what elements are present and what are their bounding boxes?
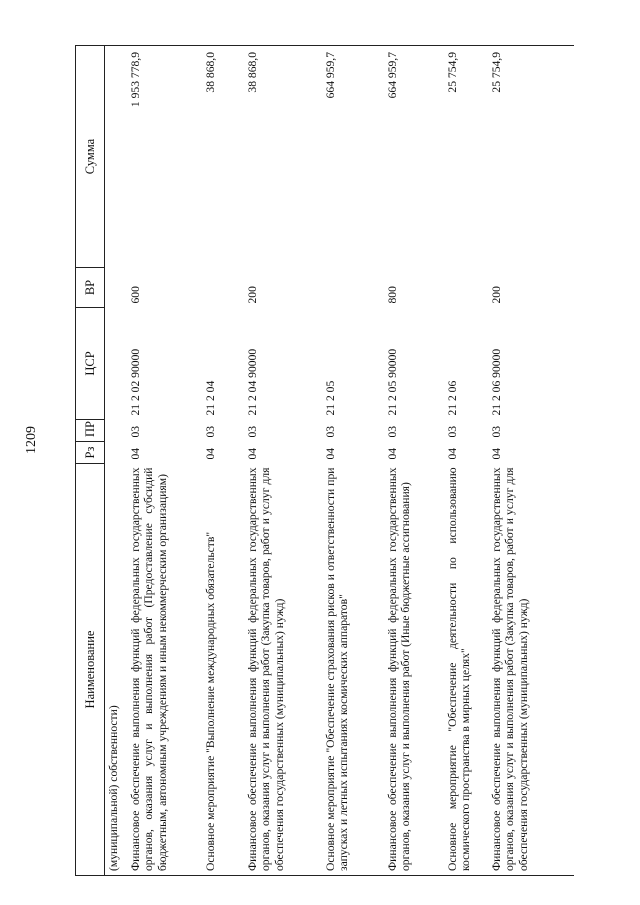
budget-table-rotated [75, 46, 597, 876]
row-vr: 200 [489, 286, 503, 304]
row-rz: 04 [128, 447, 142, 460]
row-csr: 21 2 05 [323, 380, 337, 416]
row-rz: 04 [489, 447, 503, 460]
row-rz [105, 442, 127, 464]
row-sum: 1 953 778,9 [127, 46, 202, 268]
row-csr [105, 308, 127, 420]
header-vr: ВР [76, 268, 105, 308]
page-number: 1209 [24, 426, 39, 454]
row-pr: 03 [245, 425, 259, 438]
row-rz: 04 [385, 447, 399, 460]
row-name: Основное мероприятие "Выполнение международных обязательств" [202, 464, 244, 876]
row-name: Основное мероприятие "Обеспечение страхования рисков и ответственности при запусках и летных испытаниях космических аппаратов" [322, 464, 384, 876]
row-csr: 21 2 05 90000 [385, 348, 399, 416]
row-pr: 03 [323, 425, 337, 438]
row-vr [322, 268, 384, 308]
row-pr: 03 [385, 425, 399, 438]
row-name: Финансовое обеспечение выполнения функций федеральных государственных органов, оказания услуг и выполнения работ (Закупка товаров, работ и услуг для обеспечения государственных (муниципальных) нужд) [244, 464, 322, 876]
row-pr: 03 [203, 425, 217, 438]
table-row [322, 46, 384, 876]
row-rz: 04 [203, 447, 217, 460]
header-sum: Сумма [76, 46, 105, 268]
table-row [384, 46, 444, 876]
row-sum: 38 868,0 [244, 46, 322, 268]
header-csr: ЦСР [76, 308, 105, 420]
row-sum [105, 46, 127, 268]
table-row [488, 46, 574, 876]
table-row [105, 46, 127, 876]
row-sum: 38 868,0 [202, 46, 244, 268]
row-vr: 600 [128, 286, 142, 304]
row-vr: 200 [245, 286, 259, 304]
header-pr: ПР [76, 420, 105, 442]
row-vr [202, 268, 244, 308]
row-sum: 25 754,9 [488, 46, 574, 268]
row-csr: 21 2 04 90000 [245, 348, 259, 416]
table-header-row [76, 46, 105, 876]
row-sum: 664 959,7 [384, 46, 444, 268]
row-name: Основное мероприятие "Обеспечение деятельности по использованию космического пространства в мирных целях" [444, 464, 488, 876]
row-csr: 21 2 04 [203, 380, 217, 416]
row-rz: 04 [323, 447, 337, 460]
row-name: Финансовое обеспечение выполнения функций федеральных государственных органов, оказания услуг и выполнения работ (Закупка товаров, работ и услуг для обеспечения государственных (муниципальных) нужд) [488, 464, 574, 876]
row-csr: 21 2 06 90000 [489, 348, 503, 416]
row-csr: 21 2 06 [445, 380, 459, 416]
row-sum: 25 754,9 [444, 46, 488, 268]
table-row [244, 46, 322, 876]
table-row [127, 46, 202, 876]
row-pr [105, 420, 127, 442]
budget-table [75, 45, 574, 876]
row-pr: 03 [489, 425, 503, 438]
header-rz: Рз [76, 442, 105, 464]
row-rz: 04 [445, 447, 459, 460]
header-name: Наименование [76, 464, 105, 876]
row-vr [444, 268, 488, 308]
table-row [202, 46, 244, 876]
row-name: Финансовое обеспечение выполнения функций федеральных государственных органов, оказания услуг и выполнения работ (Иные бюджетные ассигнования) [384, 464, 444, 876]
row-rz: 04 [245, 447, 259, 460]
row-vr [105, 268, 127, 308]
table-row [444, 46, 488, 876]
row-name: (муниципальной) собственности) [105, 464, 127, 876]
row-pr: 03 [445, 425, 459, 438]
row-name: Финансовое обеспечение выполнения функций федеральных государственных органов, оказания услуг и выполнения работ (Предоставление субсидий бюджетным, автономным учреждениям и иным некоммерческим организациям) [127, 464, 202, 876]
row-pr: 03 [128, 425, 142, 438]
row-vr: 800 [385, 286, 399, 304]
row-csr: 21 2 02 90000 [128, 348, 142, 416]
row-sum: 664 959,7 [322, 46, 384, 268]
